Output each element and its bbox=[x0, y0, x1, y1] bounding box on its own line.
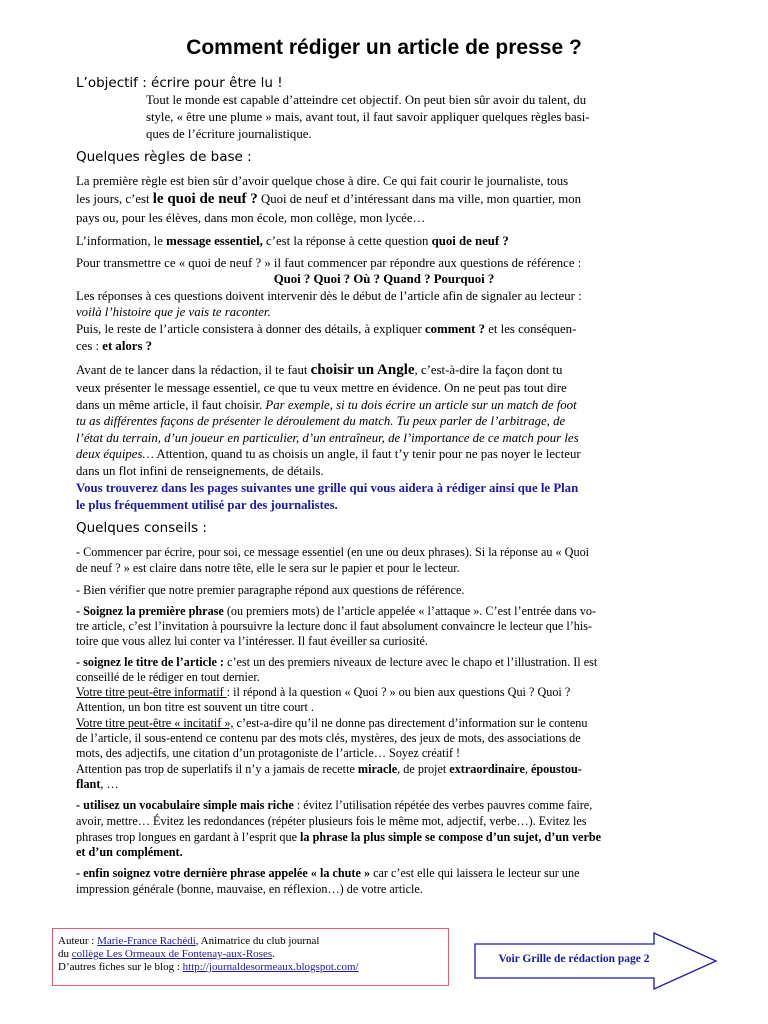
author-link[interactable]: Marie-France Rachédi bbox=[97, 935, 196, 947]
next-page-arrow-button[interactable] bbox=[474, 932, 719, 990]
conseil-line: avoir, mettre… Évitez les redondances (répéter plusieurs fois le même mot, adjectif, verbe…). Evitez les bbox=[76, 814, 587, 828]
blog-link[interactable]: http://journaldesormeaux.blogspot.com/ bbox=[182, 961, 359, 973]
conseil-line: mots, des adjectifs, une citation d’un protagoniste de l’article… Soyez créatif ! bbox=[76, 746, 461, 760]
regles-heading: Quelques règles de base : bbox=[76, 149, 252, 165]
regles-line: dans un même article, il faut choisir. Par exemple, si tu dois écrire un article sur un match de foot bbox=[76, 398, 577, 412]
blog-line: D’autres fiches sur le blog : http://journaldesormeaux.blogspot.com/ bbox=[58, 961, 359, 973]
conseil-line: de l’article, il sous-entend ce contenu par des mots clés, mystères, des jeux de mots, des associations de bbox=[76, 731, 581, 745]
objectif-line-3: ques de l’écriture journalistique. bbox=[146, 127, 312, 141]
page-title: Comment rédiger un article de presse ? bbox=[186, 36, 582, 59]
objectif-line-1: Tout le monde est capable d’atteindre cet objectif. On peut bien sûr avoir du talent, du bbox=[146, 93, 587, 107]
conseil-line: impression générale (bonne, mauvaise, en réflexion…) de votre article. bbox=[76, 882, 423, 896]
conseil-line: - soignez le titre de l’article : c’est un des premiers niveaux de lecture avec le chapo et l’illustration. Il est bbox=[76, 655, 598, 669]
regles-line: Pour transmettre ce « quoi de neuf ? » il faut commencer par répondre aux questions de référence : bbox=[76, 256, 582, 270]
conseil-line: Votre titre peut-être informatif : il répond à la question « Quoi ? » ou bien aux questions Qui ? Quoi ? bbox=[76, 685, 571, 699]
regles-line: voilà l’histoire que je vais te raconter. bbox=[76, 305, 271, 319]
regles-line: tu as différentes façons de présenter le déroulement du match. Tu peux parler de l’arbitrage, de bbox=[76, 414, 566, 428]
regles-line: Les réponses à ces questions doivent intervenir dès le début de l’article afin de signaler au lecteur : bbox=[76, 289, 582, 303]
conseil-line: de neuf ? » est claire dans notre tête, elle le sera sur le papier et pour le lecteur. bbox=[76, 561, 460, 575]
regles-line: dans un flot infini de renseignements, de détails. bbox=[76, 464, 324, 478]
blue-note: Vous trouverez dans les pages suivantes une grille qui vous aidera à rédiger ainsi que le Plan bbox=[76, 481, 579, 495]
college-line: du collège Les Ormeaux de Fontenay-aux-Roses. bbox=[58, 948, 275, 960]
conseil-line: et d’un complément. bbox=[76, 845, 183, 859]
conseil-line: Votre titre peut-être « incitatif », c’est-a-dire qu’il ne donne pas directement d’information sur le contenu bbox=[76, 716, 588, 730]
reference-questions: Quoi ? Quoi ? Où ? Quand ? Pourquoi ? bbox=[273, 272, 495, 286]
conseil-line: - utilisez un vocabulaire simple mais riche : évitez l’utilisation répétée des verbes pauvres comme faire, bbox=[76, 798, 593, 812]
author-line: Auteur : Marie-France Rachédi, Animatrice du club journal bbox=[58, 935, 320, 947]
conseil-line: toire que vous allez lui conter va l’intéresser. Il faut éveiller sa curiosité. bbox=[76, 634, 428, 648]
author-box bbox=[52, 928, 449, 986]
college-link[interactable]: collège Les Ormeaux de Fontenay-aux-Roses bbox=[71, 948, 273, 960]
conseil-line: Attention pas trop de superlatifs il n’y a jamais de recette miracle, de projet extraordinaire, époustou- bbox=[76, 762, 582, 776]
regles-line: deux équipes… Attention, quand tu as choisis un angle, il faut t’y tenir pour ne pas noyer le lecteur bbox=[76, 447, 581, 461]
conseil-line: conseillé de le rédiger en tout dernier. bbox=[76, 670, 260, 684]
regles-line: La première règle est bien sûr d’avoir quelque chose à dire. Ce qui fait courir le journaliste, tous bbox=[76, 174, 569, 188]
conseil-line: - enfin soignez votre dernière phrase appelée « la chute » car c’est elle qui laissera le lecteur sur une bbox=[76, 866, 580, 880]
conseil-line: Attention, un bon titre est souvent un titre court . bbox=[76, 700, 314, 714]
regles-line: Avant de te lancer dans la rédaction, il te faut choisir un Angle, c’est-à-dire la façon dont tu bbox=[76, 362, 563, 378]
next-page-label: Voir Grille de rédaction page 2 bbox=[498, 953, 650, 965]
conseil-line: phrases trop longues en gardant à l’esprit que la phrase la plus simple se compose d’un sujet, d’un verbe bbox=[76, 830, 602, 844]
regles-line: les jours, c’est le quoi de neuf ? Quoi de neuf et d’intéressant dans ma ville, mon quartier, mon bbox=[76, 191, 582, 207]
conseil-line: - Commencer par écrire, pour soi, ce message essentiel (en une ou deux phrases). Si la réponse au « Quoi bbox=[76, 545, 590, 559]
conseil-line: - Bien vérifier que notre premier paragraphe répond aux questions de référence. bbox=[76, 583, 465, 597]
regles-line: Puis, le reste de l’article consistera à donner des détails, à expliquer comment ? et les conséquen- bbox=[76, 322, 577, 336]
conseil-line: tre article, c’est l’invitation à poursuivre la lecture donc il faut absolument convaincre le lecteur que l’his- bbox=[76, 619, 593, 633]
regles-line: ces : et alors ? bbox=[76, 339, 153, 353]
regles-line: L’information, le message essentiel, c’est la réponse à cette question quoi de neuf ? bbox=[76, 234, 509, 248]
conseils-heading: Quelques conseils : bbox=[76, 520, 207, 536]
regles-line: l’état du terrain, d’un joueur en particulier, d’un entraîneur, de l’importance de ce match pour les bbox=[76, 431, 579, 445]
blue-note: le plus fréquemment utilisé par des journalistes. bbox=[76, 498, 338, 512]
objectif-heading: L’objectif : écrire pour être lu ! bbox=[76, 75, 283, 91]
conseil-line: - Soignez la première phrase (ou premiers mots) de l’article appelée « l’attaque ». C’est l’entrée dans vo- bbox=[76, 604, 597, 618]
regles-line: pays ou, pour les élèves, dans mon école, mon collège, mon lycée… bbox=[76, 211, 426, 225]
objectif-line-2: style, « être une plume » mais, avant tout, il faut savoir appliquer quelques règles basi- bbox=[146, 110, 590, 124]
conseil-line: flant, … bbox=[76, 777, 119, 791]
regles-line: veux présenter le message essentiel, ce que tu veux mettre en évidence. On ne peut pas tout dire bbox=[76, 381, 567, 395]
